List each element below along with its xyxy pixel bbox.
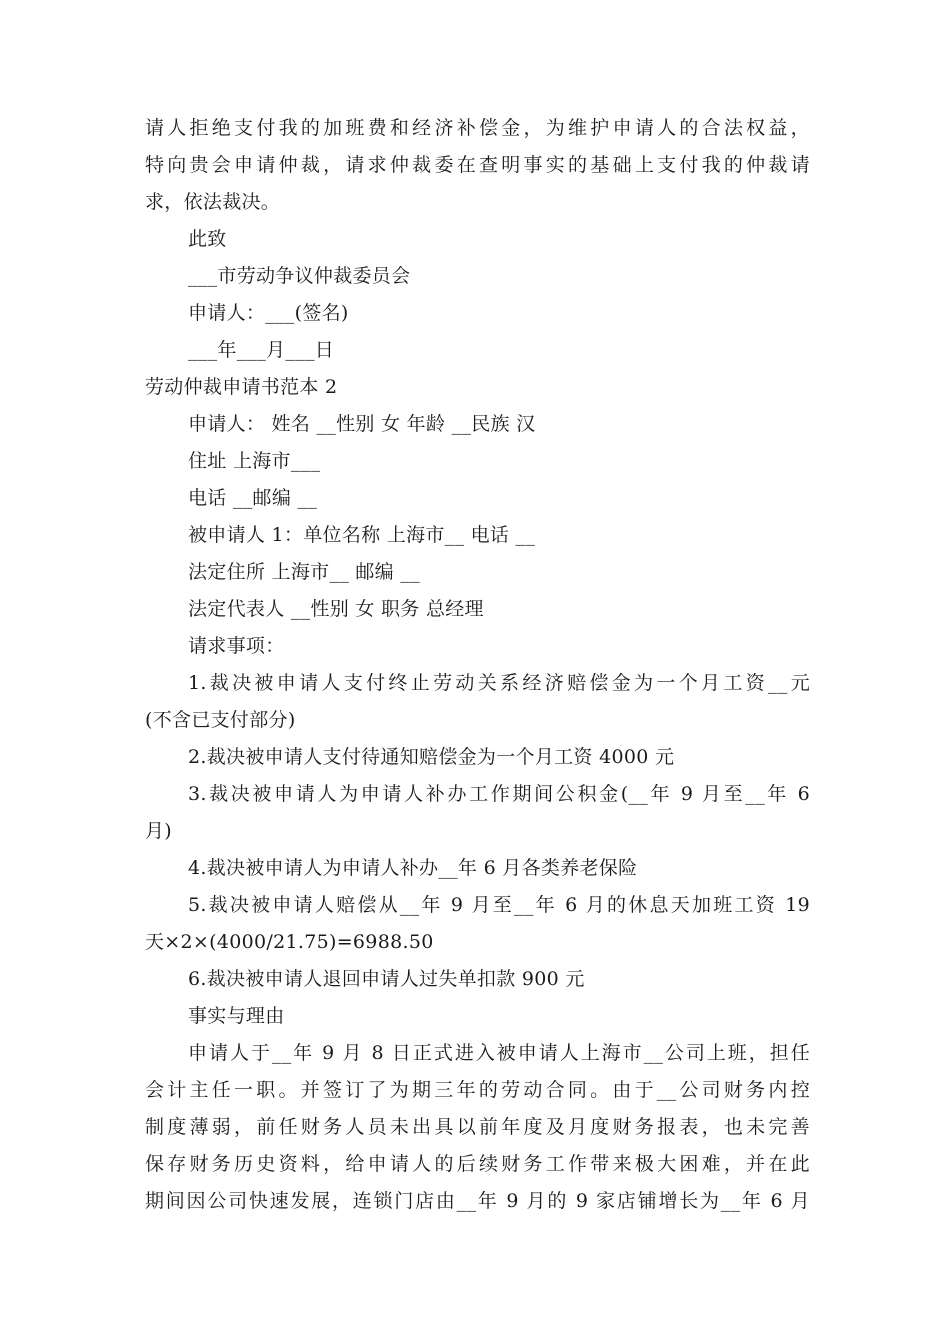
facts-heading: 事实与理由 bbox=[188, 1005, 285, 1027]
paragraph-line: 申请人于__年 9 月 8 日正式进入被申请人上海市__公司上班，担任 bbox=[188, 1042, 810, 1064]
paragraph-line: 制度薄弱，前任财务人员未出具以前年度及月度财务报表，也未完善 bbox=[145, 1116, 810, 1138]
claim-item: 4.裁决被申请人为申请人补办__年 6 月各类养老保险 bbox=[188, 857, 638, 879]
claim-item-continuation: 天×2×(4000/21.75)=6988.50 bbox=[145, 931, 434, 953]
address-line: 住址 上海市___ bbox=[188, 450, 321, 472]
claim-item: 3.裁决被申请人为申请人补办工作期间公积金(__年 9 月至__年 6 bbox=[188, 783, 810, 805]
section-title: 劳动仲裁申请书范本 2 bbox=[145, 376, 338, 398]
respondent-info: 被申请人 1：单位名称 上海市__ 电话 __ bbox=[188, 524, 536, 546]
claim-item: 1.裁决被申请人支付终止劳动关系经济赔偿金为一个月工资__元 bbox=[188, 672, 810, 694]
paragraph-line: 期间因公司快速发展，连锁门店由__年 9 月的 9 家店铺增长为__年 6 月 bbox=[145, 1190, 810, 1212]
date-line: ___年___月___日 bbox=[188, 339, 335, 361]
claim-item: 6.裁决被申请人退回申请人过失单扣款 900 元 bbox=[188, 968, 585, 990]
paragraph-line: 会计主任一职。并签订了为期三年的劳动合同。由于__公司财务内控 bbox=[145, 1079, 810, 1101]
phone-line: 电话 __邮编 __ bbox=[188, 487, 318, 509]
closing-salutation: 此致 bbox=[188, 228, 227, 250]
claims-heading: 请求事项： bbox=[188, 635, 285, 657]
applicant-info: 申请人： 姓名 __性别 女 年龄 __民族 汉 bbox=[188, 413, 536, 435]
recipient-line: ___市劳动争议仲裁委员会 bbox=[188, 265, 411, 287]
signature-line: 申请人：___(签名) bbox=[188, 302, 349, 324]
claim-item: 2.裁决被申请人支付待通知赔偿金为一个月工资 4000 元 bbox=[188, 746, 675, 768]
claim-item: 5.裁决被申请人赔偿从__年 9 月至__年 6 月的休息天加班工资 19 bbox=[188, 894, 810, 916]
paragraph-line: 请人拒绝支付我的加班费和经济补偿金，为维护申请人的合法权益， bbox=[145, 117, 810, 139]
paragraph-line: 特向贵会申请仲裁，请求仲裁委在查明事实的基础上支付我的仲裁请 bbox=[145, 154, 810, 176]
paragraph-line: 求，依法裁决。 bbox=[145, 191, 281, 213]
paragraph-line: 保存财务历史资料，给申请人的后续财务工作带来极大困难，并在此 bbox=[145, 1153, 810, 1175]
legal-address-line: 法定住所 上海市__ 邮编 __ bbox=[188, 561, 420, 583]
legal-representative-line: 法定代表人 __性别 女 职务 总经理 bbox=[188, 598, 484, 620]
claim-item-continuation: (不含已支付部分) bbox=[145, 709, 296, 731]
claim-item-continuation: 月) bbox=[145, 820, 173, 842]
